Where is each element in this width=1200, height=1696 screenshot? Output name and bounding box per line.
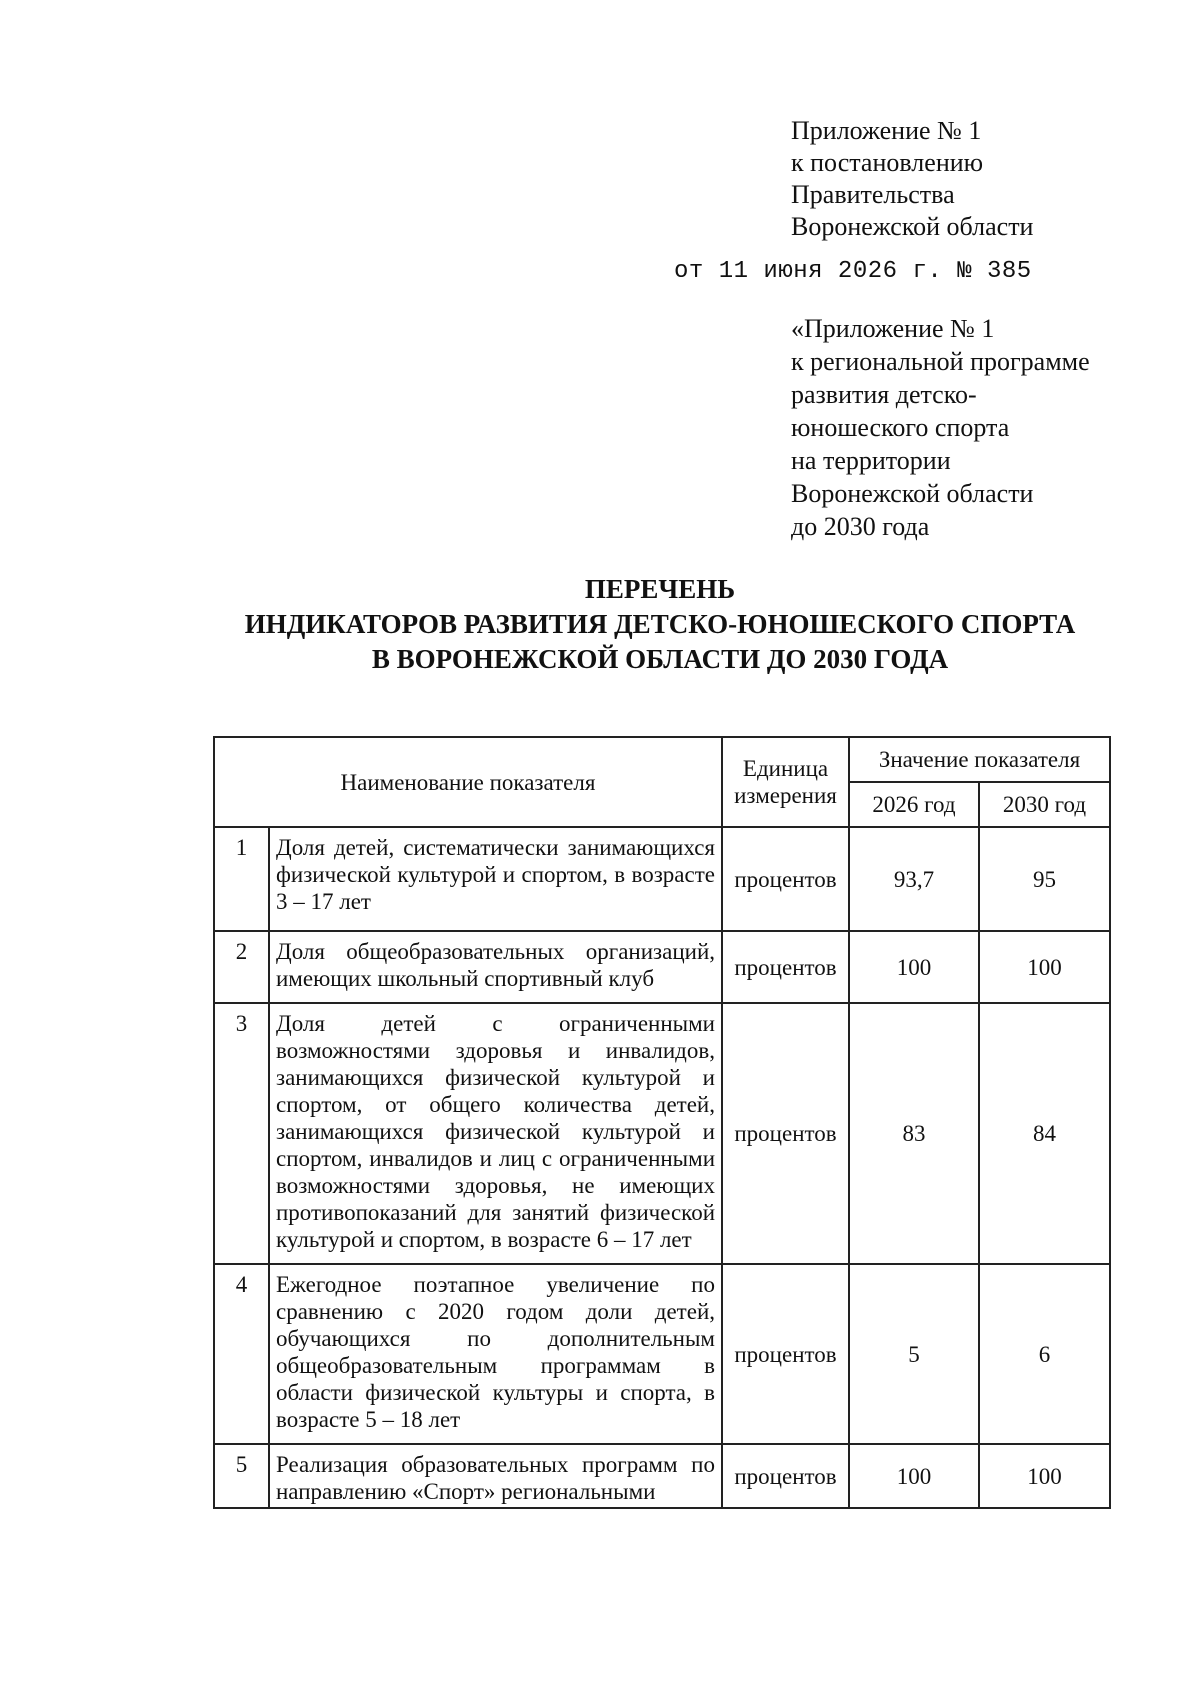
appendix-line: к постановлению [791,148,984,177]
value-2030: 95 [979,827,1110,931]
program-line: юношеского спорта [791,413,1010,442]
table-row [214,1444,1110,1508]
indicator-unit: процентов [722,1003,849,1264]
indicator-name: Доля общеобразовательных организаций, имеющих школьный спортивный клуб [269,931,722,1003]
appendix-line: Воронежской области [791,212,1034,241]
program-line: до 2030 года [791,512,930,541]
program-line: Воронежской области [791,479,1034,508]
table-row [214,1003,1110,1264]
document-title [150,572,1170,677]
table-row [214,827,1110,931]
program-line: «Приложение № 1 [791,314,995,343]
indicators-table [213,736,1111,1509]
value-2026: 5 [849,1264,979,1444]
value-2026: 83 [849,1003,979,1264]
program-line: на территории [791,446,951,475]
title-line: ИНДИКАТОРОВ РАЗВИТИЯ ДЕТСКО-ЮНОШЕСКОГО СПОРТА [244,609,1076,639]
indicator-unit: процентов [722,1264,849,1444]
indicator-name: Доля детей с ограниченными возможностями здоровья и инвалидов, занимающихся физической культурой и спортом, от общего количества детей, занимающихся физической культурой и спортом, инвалидов и лиц с ограниченными возможностями здоровья, не имеющих противопоказаний для занятий физической культурой и спортом, в возрасте 6 – 17 лет [269,1003,722,1264]
value-2026: 100 [849,931,979,1003]
appendix-header [791,115,1033,243]
value-2030: 6 [979,1264,1110,1444]
row-number: 2 [214,931,269,1003]
header-year-2026: 2026 год [849,782,979,827]
table-row [214,1264,1110,1444]
value-2030: 100 [979,1444,1110,1508]
row-number: 4 [214,1264,269,1444]
value-2030: 84 [979,1003,1110,1264]
appendix-line: Приложение № 1 [791,116,982,145]
value-2026: 93,7 [849,827,979,931]
indicator-name: Реализация образовательных программ по направлению «Спорт» региональными [269,1444,722,1508]
header-unit: Единица измерения [722,737,849,827]
indicator-name: Ежегодное поэтапное увеличение по сравнению с 2020 годом доли детей, обучающихся по дополнительным общеобразовательным программам в области физической культуры и спорта, в возрасте 5 – 18 лет [269,1264,722,1444]
header-value: Значение показателя [849,737,1110,782]
table-header-row [214,737,1110,782]
program-line: к региональной программе [791,347,1090,376]
row-number: 3 [214,1003,269,1264]
indicator-unit: процентов [722,827,849,931]
title-line: ПЕРЕЧЕНЬ [584,574,736,604]
value-2030: 100 [979,931,1110,1003]
row-number: 1 [214,827,269,931]
header-year-2030: 2030 год [979,782,1110,827]
resolution-date-number: от 11 июня 2026 г. № 385 [674,258,1032,285]
value-2026: 100 [849,1444,979,1508]
indicator-unit: процентов [722,931,849,1003]
program-reference [791,312,1090,543]
header-indicator-name: Наименование показателя [214,737,722,827]
indicator-name: Доля детей, систематически занимающихся физической культурой и спортом, в возрасте 3 – 17 лет [269,827,722,931]
appendix-line: Правительства [791,180,955,209]
title-line: В ВОРОНЕЖСКОЙ ОБЛАСТИ ДО 2030 ГОДА [371,644,949,674]
program-line: развития детско- [791,380,977,409]
row-number: 5 [214,1444,269,1508]
table-row [214,931,1110,1003]
indicator-unit: процентов [722,1444,849,1508]
